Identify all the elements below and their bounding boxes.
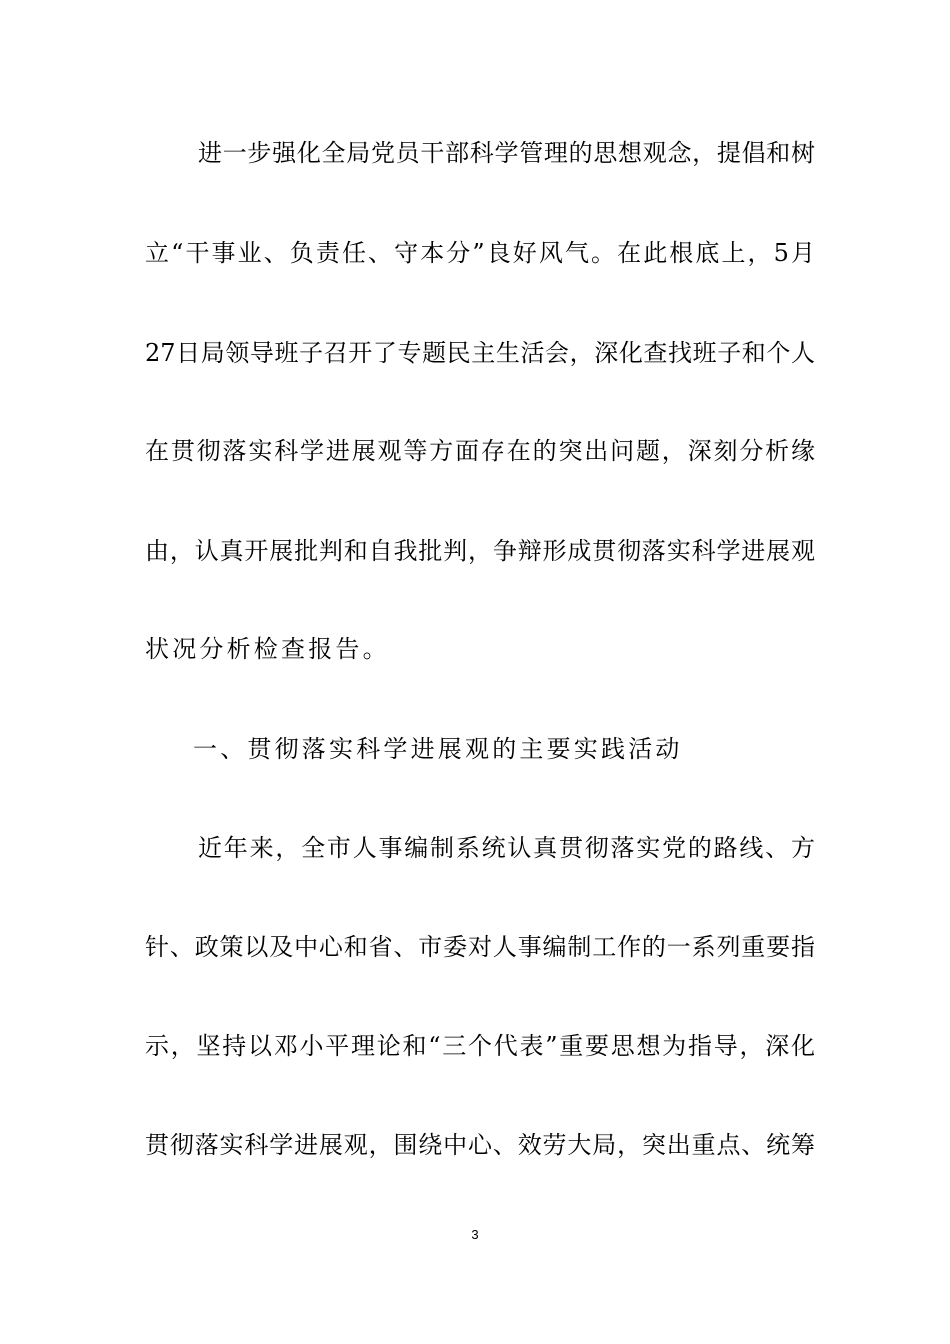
paragraph-1-line-3: 27日局领导班子召开了专题民主生活会，深化查找班子和个人 <box>145 339 815 367</box>
paragraph-1-line-1: 进一步强化全局党员干部科学管理的思想观念，提倡和树 <box>198 139 815 167</box>
paragraph-2-line-1: 近年来，全市人事编制系统认真贯彻落实党的路线、方 <box>198 834 815 862</box>
page-number: 3 <box>471 1227 479 1242</box>
paragraph-1-line-4: 在贯彻落实科学进展观等方面存在的突出问题，深刻分析缘 <box>145 437 815 465</box>
paragraph-2-line-4: 贯彻落实科学进展观，围绕中心、效劳大局，突出重点、统筹 <box>145 1131 815 1159</box>
paragraph-2-line-2: 针、政策以及中心和省、市委对人事编制工作的一系列重要指 <box>145 933 815 961</box>
paragraph-1-line-5: 由，认真开展批判和自我批判，争辩形成贯彻落实科学进展观 <box>145 537 815 565</box>
paragraph-2-line-3: 示，坚持以邓小平理论和“三个代表”重要思想为指导，深化 <box>145 1032 815 1060</box>
section-heading: 一、贯彻落实科学进展观的主要实践活动 <box>193 735 683 763</box>
paragraph-1-line-2: 立“干事业、负责任、守本分”良好风气。在此根底上，5月 <box>145 239 815 267</box>
paragraph-1-line-6: 状况分析检查报告。 <box>145 635 390 663</box>
